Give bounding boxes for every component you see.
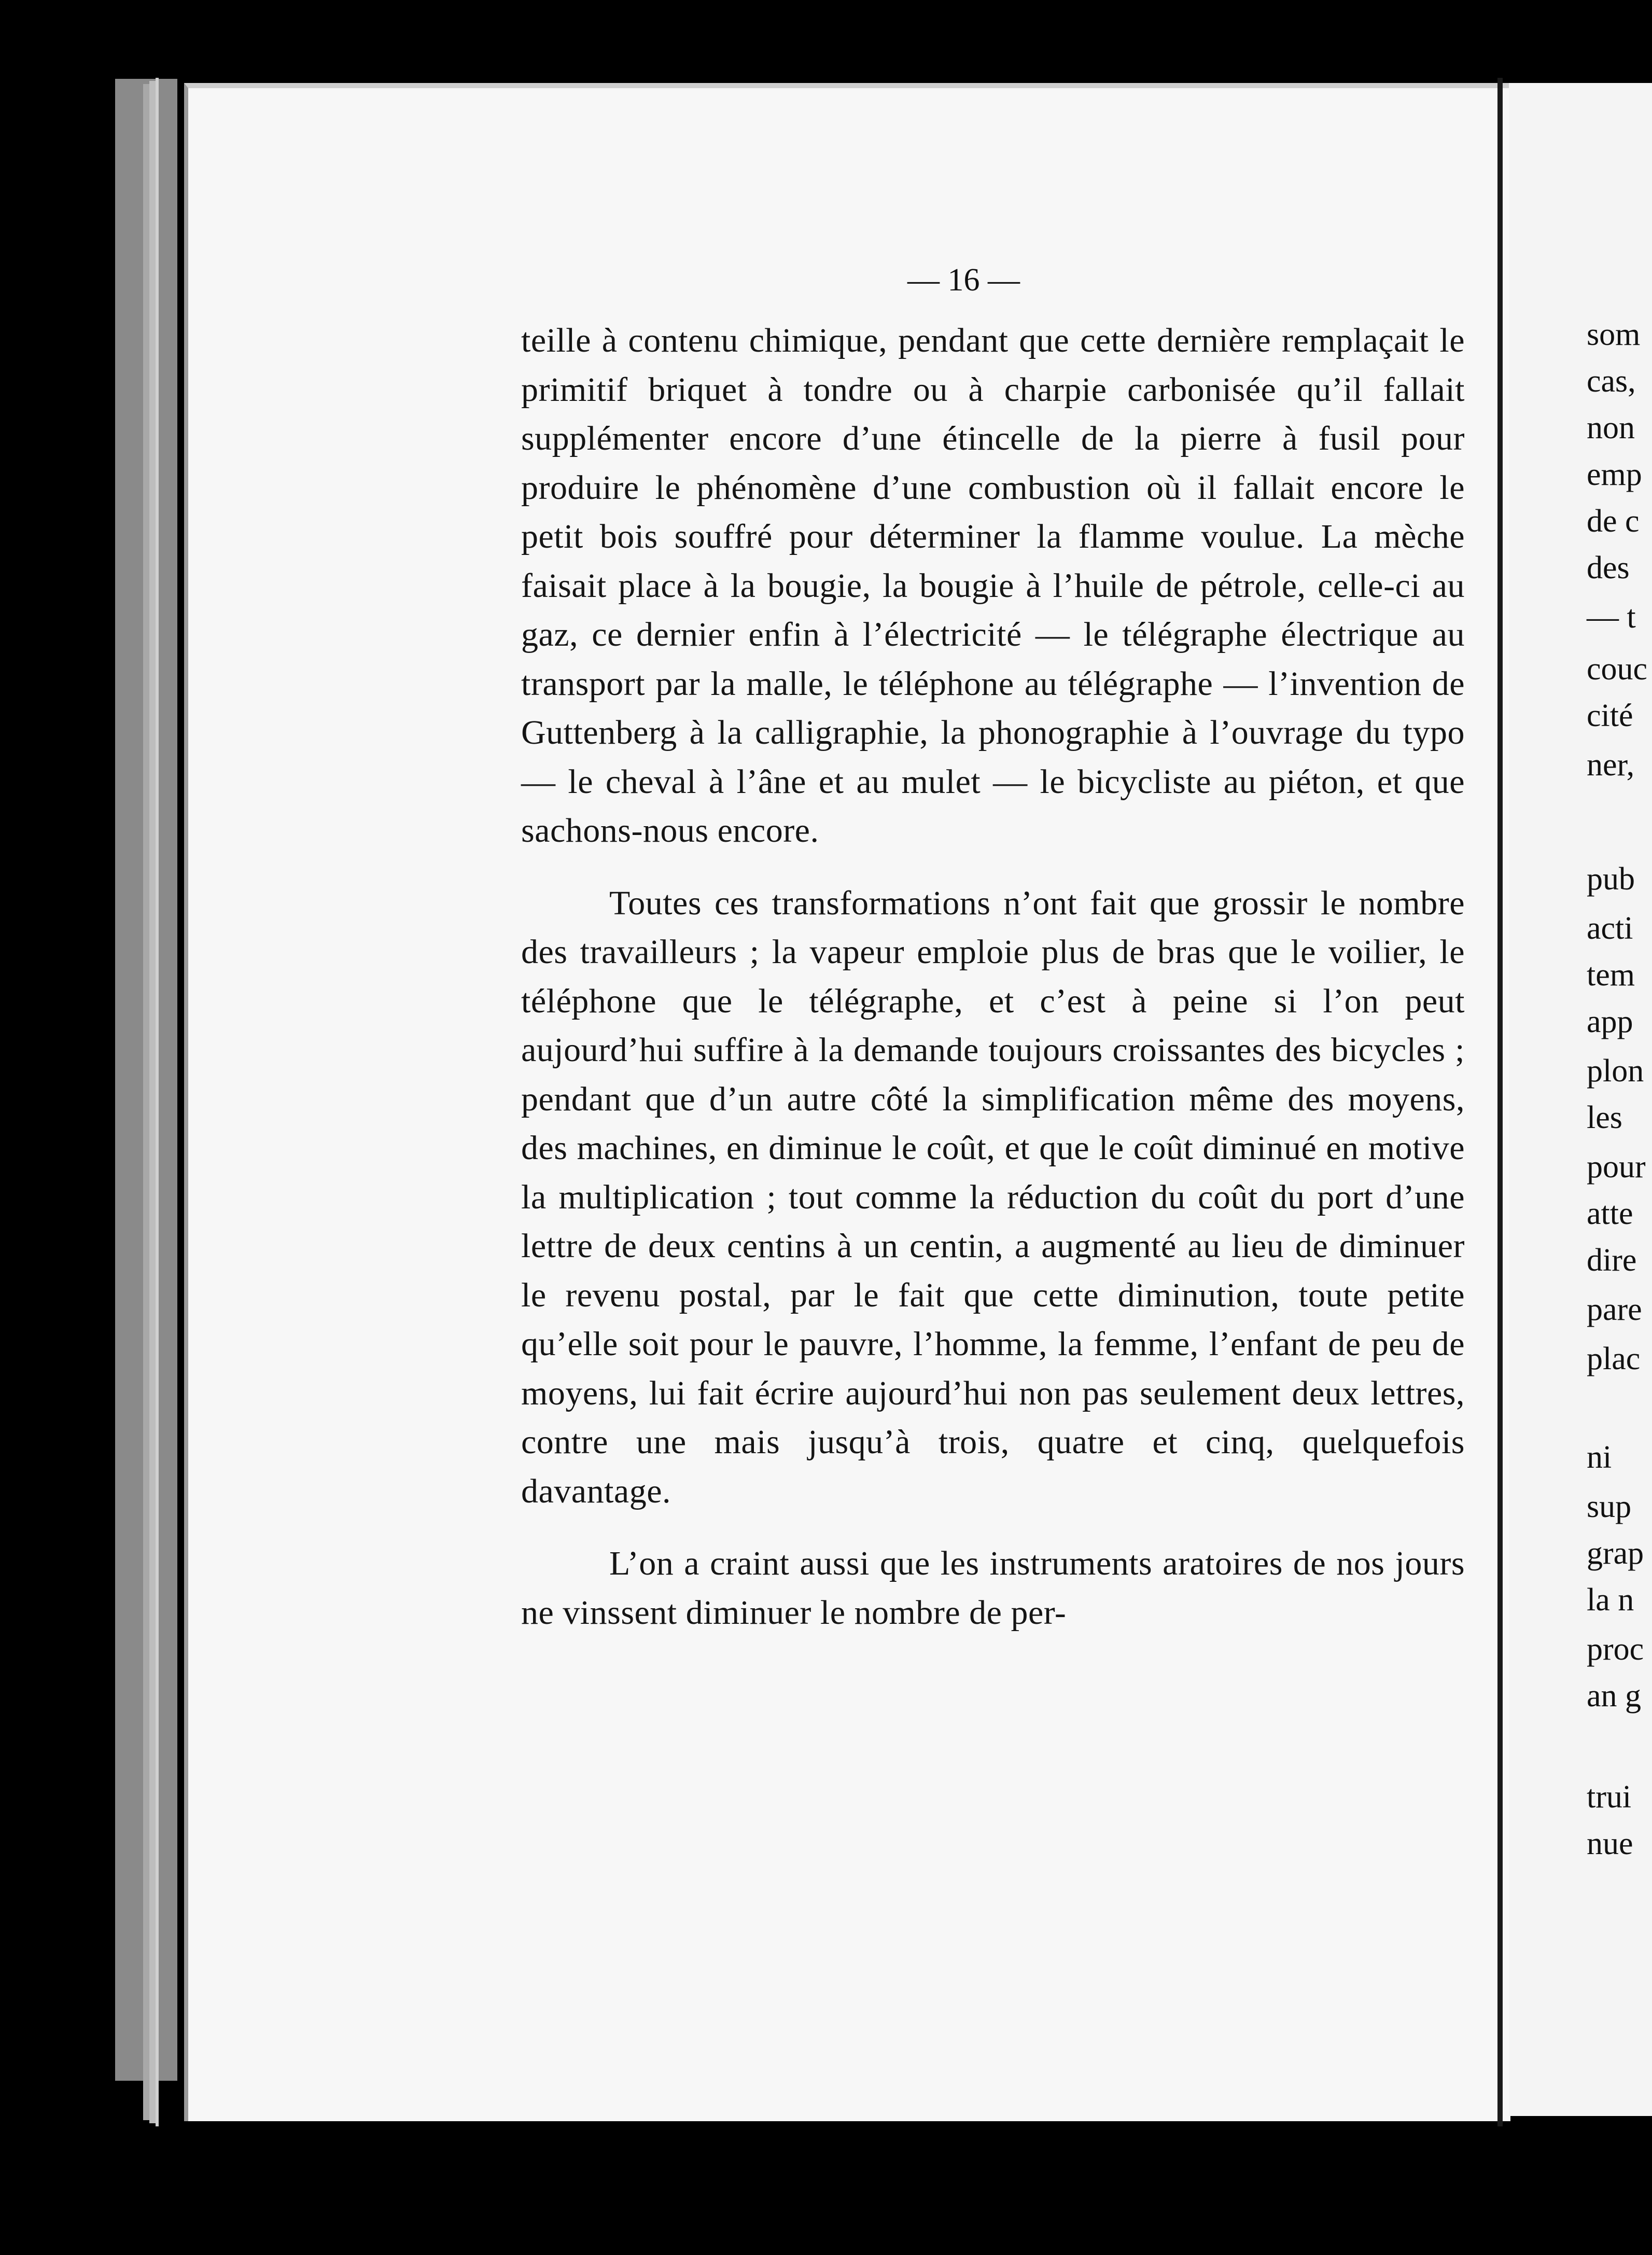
facing-line: trui: [1587, 1779, 1632, 1815]
facing-line: sup: [1587, 1489, 1632, 1524]
page-gutter-line: [1497, 78, 1503, 2126]
facing-line: emp: [1587, 457, 1642, 492]
facing-line: an g: [1587, 1678, 1642, 1714]
page-number: — 16 —: [907, 262, 1020, 298]
facing-line: non: [1587, 410, 1635, 446]
facing-line: de c: [1587, 504, 1640, 539]
page-body: [521, 316, 1465, 1637]
facing-line: app: [1587, 1004, 1633, 1039]
facing-line: atte: [1587, 1196, 1633, 1231]
facing-line: acti: [1587, 911, 1633, 946]
facing-line: cité: [1587, 698, 1633, 733]
facing-line: des: [1587, 550, 1630, 586]
paragraph: Toutes ces transformations n’ont fait que grossir le nombre des travailleurs ; la vapeur emploie plus de bras que le voilier, le téléphone que le télégraphe, et c’est à peine si l’on peut aujourd’hui suffire à la demande toujours croissantes des bicycles ; pendant que d’un autre côté la simplification même des moyens, des machines, en diminue le coût, et que le coût diminué en motive la multiplication ; tout comme la réduction du coût du port d’une lettre de deux centins à un centin, a augmenté au lieu de diminuer le revenu postal, par le fait que cette diminution, toute petite qu’elle soit pour le pauvre, l’homme, la femme, l’enfant de peu de moyens, lui fait écrire aujourd’hui non pas seulement deux lettres, contre une mais jusqu’à trois, quatre et cinq, quelquefois davantage.: [521, 884, 1465, 1510]
facing-line: grap: [1587, 1536, 1644, 1571]
paragraph: teille à contenu chimique, pendant que cette dernière remplaçait le primitif briquet à tondre ou à charpie carbonisée qu’il fallait supplémenter encore d’une étincelle de la pierre à fusil pour produire le phénomène d’une combustion où il fallait encore le petit bois souffré pour déterminer la flamme voulue. La mèche faisait place à la bougie, la bougie à l’huile de pétrole, celle-ci au gaz, ce dernier enfin à l’électricité — le télégraphe électrique au transport par la malle, le téléphone au télégraphe — l’invention de Guttenberg à la calligraphie, la phonographie à l’ouvrage du typo — le cheval à l’âne et au mulet — le bicycliste au piéton, et que sachons-nous encore.: [521, 322, 1465, 850]
facing-line: — t: [1587, 600, 1636, 635]
facing-line: la n: [1587, 1582, 1634, 1618]
facing-line: proc: [1587, 1632, 1644, 1667]
facing-line: som: [1587, 317, 1641, 352]
facing-line: nue: [1587, 1826, 1633, 1861]
facing-line: ner,: [1587, 747, 1635, 783]
facing-line: plac: [1587, 1341, 1641, 1376]
facing-line: pour: [1587, 1149, 1646, 1185]
facing-line: ni: [1587, 1440, 1612, 1475]
facing-line: tem: [1587, 957, 1635, 993]
facing-line: pare: [1587, 1292, 1642, 1327]
facing-line: dire: [1587, 1243, 1637, 1278]
facing-line: pub: [1587, 861, 1635, 897]
facing-line: couc: [1587, 651, 1648, 687]
facing-line: les: [1587, 1100, 1622, 1135]
paragraph: L’on a craint aussi que les instruments aratoires de nos jours ne vinssent diminuer le nombre de per-: [521, 1544, 1465, 1632]
facing-line: cas,: [1587, 364, 1636, 399]
facing-line: plon: [1587, 1053, 1644, 1089]
